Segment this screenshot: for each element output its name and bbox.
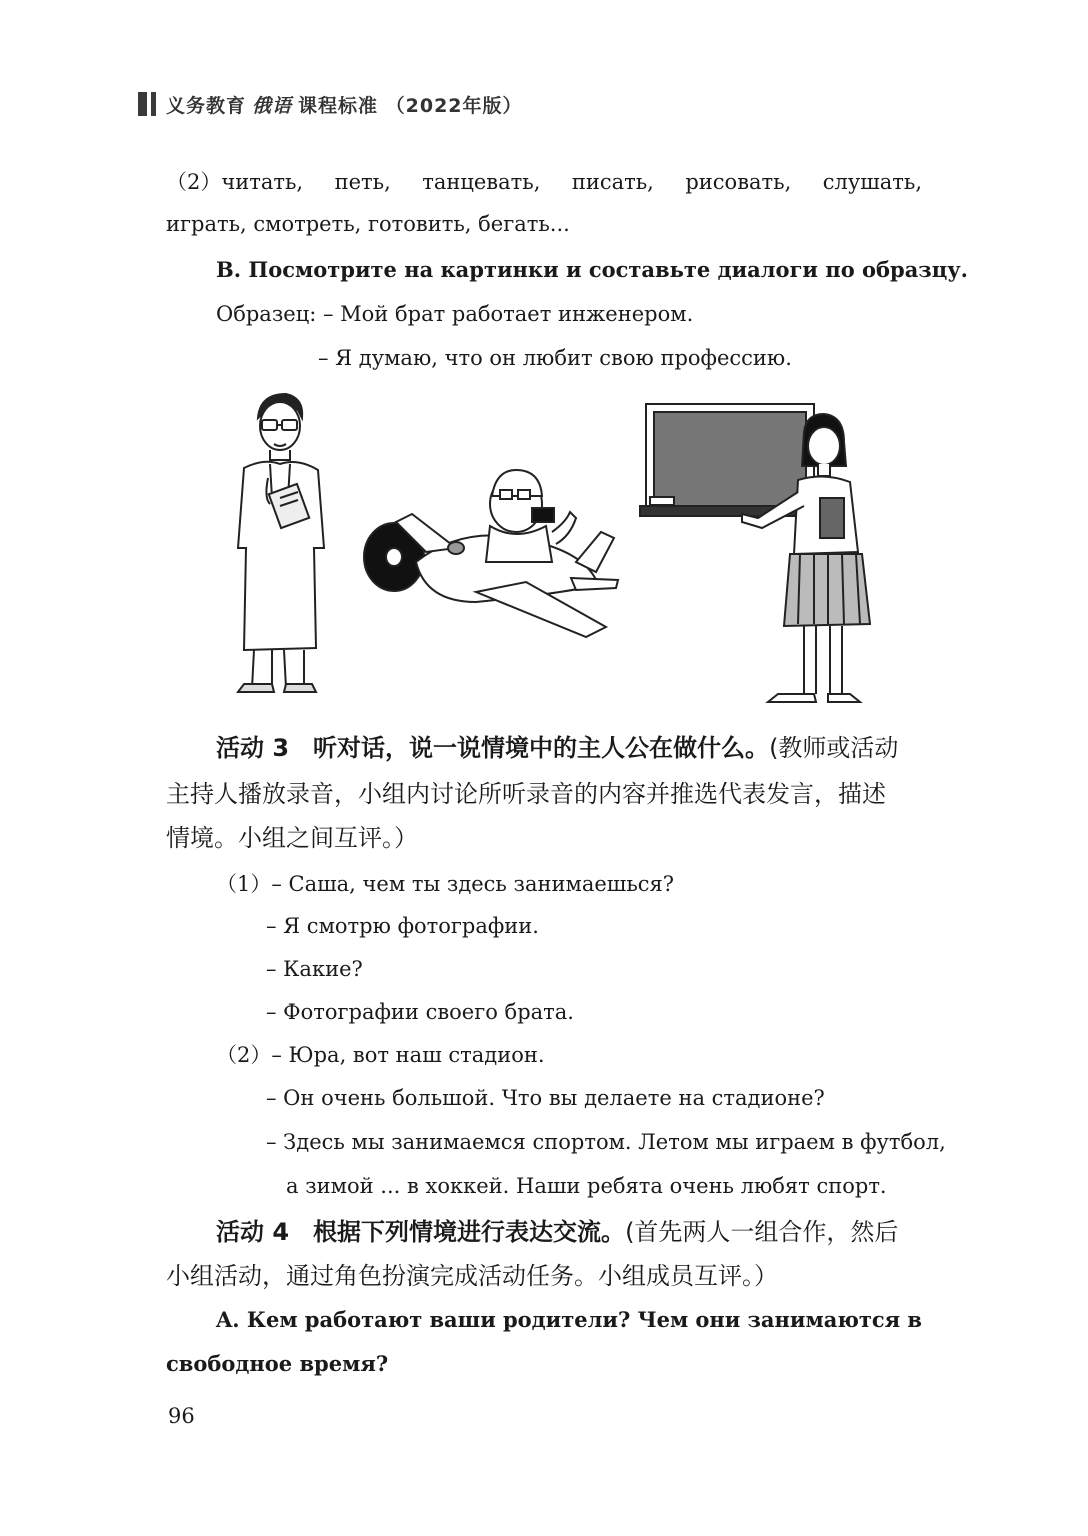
task-a-line-1: A. Кем работают ваши родители? Чем они занимаются в (216, 1307, 922, 1332)
activity-4-line-2: 小组活动，通过角色扮演完成活动任务。小组成员互评。） (166, 1262, 778, 1290)
teacher-blackboard-illustration (638, 402, 878, 708)
dialog-1-line: – Фотографии своего брата. (266, 1000, 574, 1024)
activity-4-line-1: 活动 4 根据下列情境进行表达交流。(首先两人一组合作，然后 (216, 1218, 899, 1246)
activity-3-line-1: 活动 3 听对话，说一说情境中的主人公在做什么。(教师或活动 (216, 734, 899, 762)
running-header (138, 90, 523, 118)
sample-line-1: Образец: – Мой брат работает инженером. (216, 302, 694, 326)
dialog-2-line: （2）– Юра, вот наш стадион. (216, 1043, 545, 1067)
task-b-heading: B. Посмотрите на картинки и составьте диалоги по образцу. (216, 257, 968, 282)
verb-list-line-1: （2）читать, петь, танцевать, писать, рисовать, слушать, (166, 170, 922, 194)
header-bars-decoration (138, 92, 156, 116)
dialog-2-line: – Здесь мы занимаемся спортом. Летом мы играем в футбол, (266, 1130, 946, 1154)
dialog-2-line: а зимой ... в хоккей. Наши ребята очень любят спорт. (286, 1174, 887, 1198)
dialog-1-line: （1）– Саша, чем ты здесь занимаешься? (216, 872, 675, 896)
pilot-plane-illustration (356, 452, 624, 660)
task-a-line-2: свободное время? (166, 1351, 389, 1376)
dialog-1-line: – Какие? (266, 957, 363, 981)
page-number: 96 (168, 1404, 195, 1428)
activity-3-line-3: 情境。小组之间互评。） (166, 824, 418, 852)
dialog-1-line: – Я смотрю фотографии. (266, 914, 539, 938)
activity-3-line-2: 主持人播放录音，小组内讨论所听录音的内容并推选代表发言，描述 (166, 780, 886, 808)
sample-line-2: – Я думаю, что он любит свою профессию. (318, 346, 792, 370)
verb-list-line-2: играть, смотреть, готовить, бегать... (166, 212, 570, 236)
doctor-illustration (224, 388, 334, 706)
dialog-2-line: – Он очень большой. Что вы делаете на стадионе? (266, 1086, 825, 1110)
header-title: 义务教育 俄语 课程标准 （2022年版） (166, 94, 523, 117)
